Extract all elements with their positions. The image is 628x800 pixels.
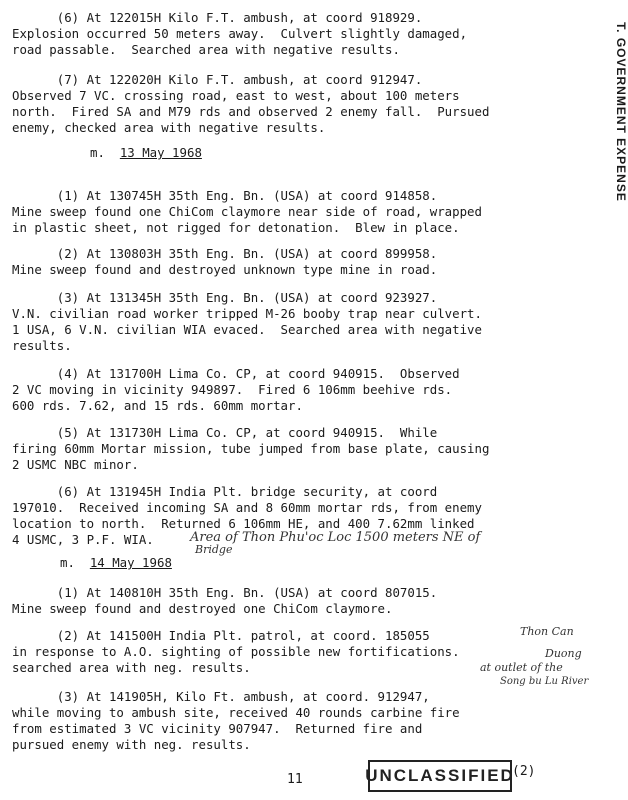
handwritten-note: Thon Can <box>520 625 574 638</box>
margin-text: T. GOVERNMENT EXPENSE <box>614 22 628 202</box>
handwritten-note: Area of Thon Phu'oc Loc 1500 meters NE of <box>190 530 481 545</box>
paragraph-item: (6) At 131945H India Plt. bridge security, at coord 197010. Received incoming SA and 8 60mm mortar rds, from enemy location to north. Returned 6 106mm HE, and 400 7.62mm linked 4 USMC, 3 P.F. WIA. <box>12 484 482 547</box>
handwritten-note: Duong <box>545 647 582 660</box>
date-prefix: m. <box>90 145 105 160</box>
classification-stamp: UNCLASSIFIED <box>368 760 512 792</box>
page-number: 11 <box>287 772 303 787</box>
date-heading <box>60 555 172 570</box>
stamp-suffix: (2) <box>512 764 536 779</box>
handwritten-note: Bridge <box>195 543 233 556</box>
date-text: 13 May 1968 <box>119 145 202 160</box>
paragraph-item: (2) At 141500H India Plt. patrol, at coord. 185055 in response to A.O. sighting of possible new fortifications. searched area with neg. results. <box>12 628 460 675</box>
date-text: 14 May 1968 <box>89 555 172 570</box>
paragraph-item: (2) At 130803H 35th Eng. Bn. (USA) at coord 899958. Mine sweep found and destroyed unknown type mine in road. <box>12 246 438 277</box>
paragraph-item: (6) At 122015H Kilo F.T. ambush, at coord 918929. Explosion occurred 50 meters away. Culvert slightly damaged, road passable. Searched area with negative results. <box>12 10 468 57</box>
date-heading <box>90 145 202 160</box>
paragraph-item: (3) At 141905H, Kilo Ft. ambush, at coord. 912947, while moving to ambush site, received 40 rounds carbine fire from estimated 3 VC vicinity 907947. Returned fire and pursued enemy with neg. results. <box>12 689 460 752</box>
date-prefix: m. <box>60 555 75 570</box>
handwritten-note: Song bu Lu River <box>500 676 589 687</box>
paragraph-item: (3) At 131345H 35th Eng. Bn. (USA) at coord 923927. V.N. civilian road worker tripped M-26 booby trap near culvert. 1 USA, 6 V.N. civilian WIA evaced. Searched area with negative results. <box>12 290 482 353</box>
paragraph-item: (1) At 130745H 35th Eng. Bn. (USA) at coord 914858. Mine sweep found one ChiCom claymore near side of road, wrapped in plastic sheet, not rigged for detonation. Blew in place. <box>12 188 482 235</box>
paragraph-item: (7) At 122020H Kilo F.T. ambush, at coord 912947. Observed 7 VC. crossing road, east to west, about 100 meters north. Fired SA and M79 rds and observed 2 enemy fall. Pursued enemy, checked area with negative results. <box>12 72 490 135</box>
paragraph-item: (1) At 140810H 35th Eng. Bn. (USA) at coord 807015. Mine sweep found and destroyed one ChiCom claymore. <box>12 585 438 616</box>
paragraph-item: (5) At 131730H Lima Co. CP, at coord 940915. While firing 60mm Mortar mission, tube jumped from base plate, causing 2 USMC NBC minor. <box>12 425 490 472</box>
handwritten-note: at outlet of the <box>480 661 563 674</box>
paragraph-item: (4) At 131700H Lima Co. CP, at coord 940915. Observed 2 VC moving in vicinity 949897. Fired 6 106mm beehive rds. 600 rds. 7.62, and 15 rds. 60mm mortar. <box>12 366 460 413</box>
